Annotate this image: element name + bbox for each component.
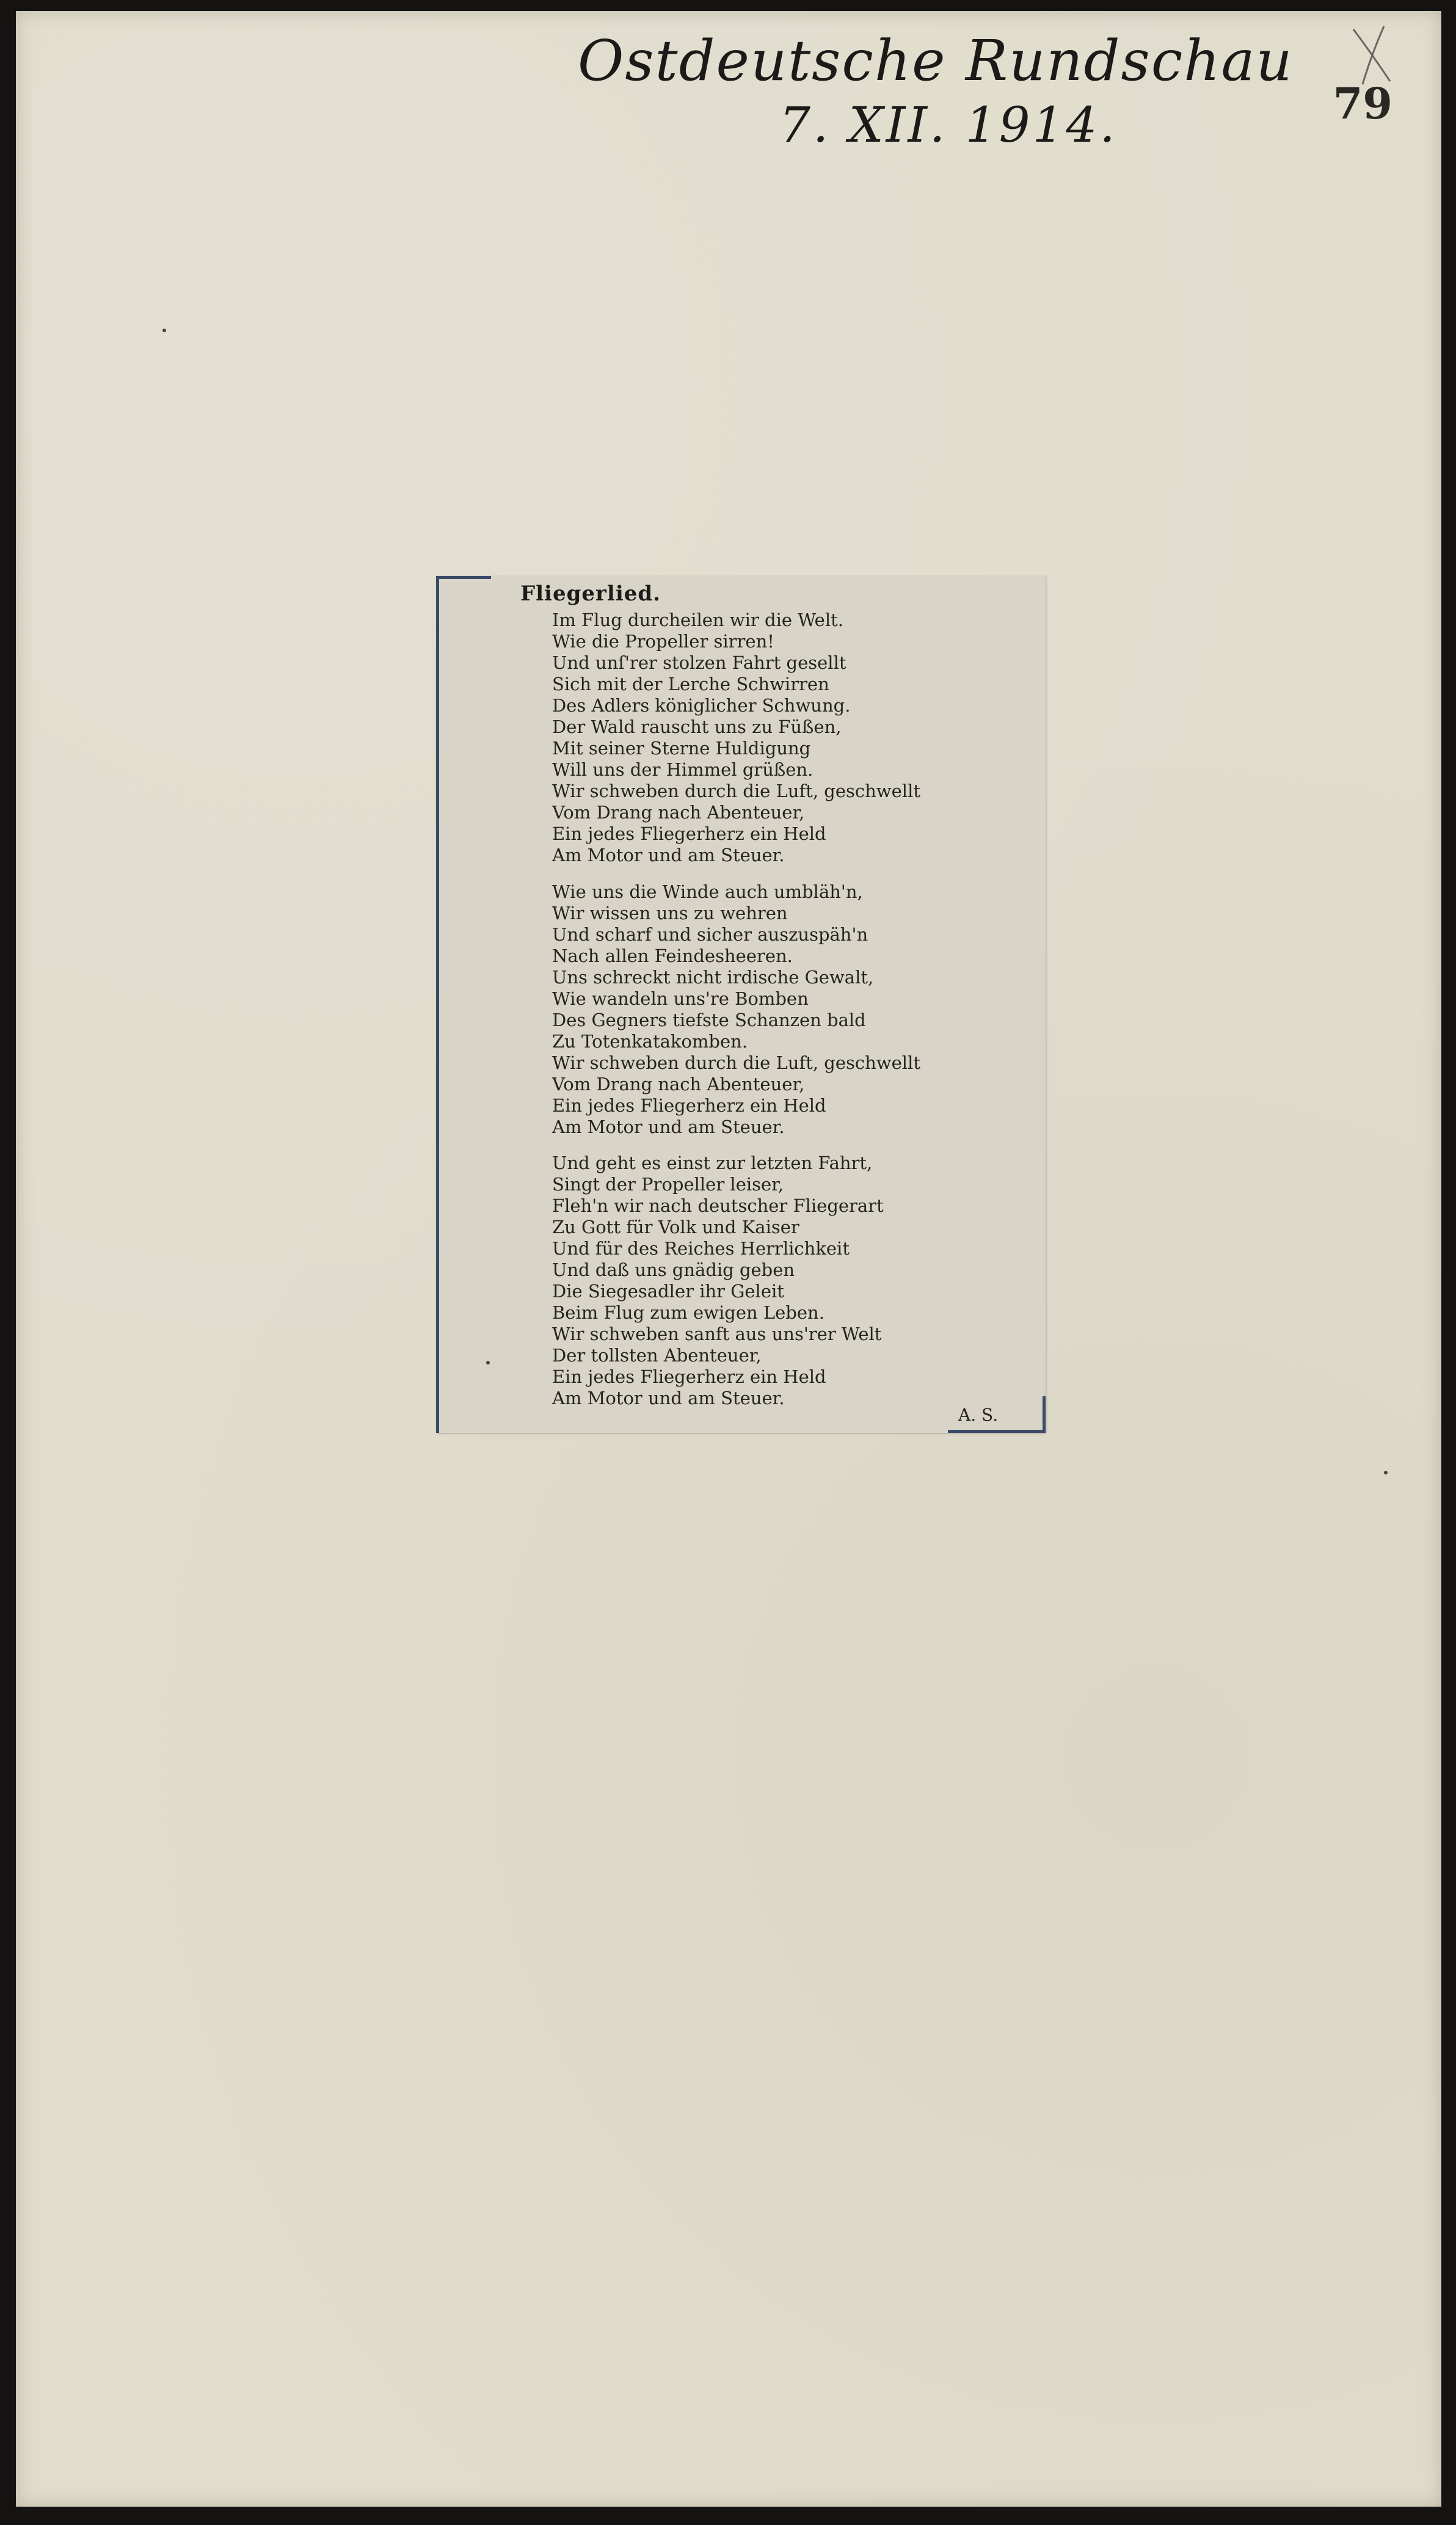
clipping-border: [1043, 1396, 1046, 1433]
clipping-border: [436, 576, 439, 1433]
clipping-border: [436, 576, 491, 579]
poem-line: Am Motor und am Steuer.: [552, 1117, 785, 1137]
poem-line: Und daß uns gnädig geben: [552, 1259, 795, 1280]
poem-line: Beim Flug zum ewigen Leben.: [552, 1302, 824, 1323]
poem-line: Der Wald rauscht uns zu Füßen,: [552, 716, 842, 737]
poem-line: Zu Totenkatakomben.: [552, 1031, 748, 1052]
poem-line: Vom Drang nach Abenteuer,: [552, 1074, 805, 1095]
handwritten-source-note: Ostdeutsche Rundschau: [578, 28, 1294, 93]
paper-speck: [486, 1361, 490, 1365]
poem-signature: A. S.: [958, 1405, 999, 1425]
poem-line: Will uns der Himmel grüßen.: [552, 759, 814, 780]
poem-line: Und geht es einst zur letzten Fahrt,: [552, 1153, 873, 1173]
handwritten-date-note: 7. XII. 1914.: [779, 97, 1118, 153]
clipping-border: [948, 1430, 1046, 1433]
poem-line: Und unſ'rer stolzen Fahrt gesellt: [552, 652, 846, 673]
poem-line: Im Flug durcheilen wir die Welt.: [552, 610, 843, 630]
poem-line: Wie uns die Winde auch umbläh'n,: [552, 881, 863, 902]
paper-speck: [1384, 1471, 1388, 1474]
poem-line: Des Gegners tiefste Schanzen bald: [552, 1010, 866, 1030]
poem-line: Ein jedes Fliegerherz ein Held: [552, 823, 826, 844]
paper-speck: [162, 329, 166, 332]
newspaper-clipping: [436, 576, 1046, 1433]
poem-line: Die Siegesadler ihr Geleit: [552, 1281, 784, 1302]
poem-line: Sich mit der Lerche Schwirren: [552, 674, 829, 694]
poem-title: Fliegerlied.: [520, 581, 661, 606]
poem-line: Am Motor und am Steuer.: [552, 1388, 785, 1408]
poem-line: Wie die Propeller sirren!: [552, 631, 774, 652]
poem-line: Wir schweben durch die Luft, geschwellt: [552, 1052, 920, 1073]
paper-sheet: [16, 11, 1441, 2507]
poem-line: Wir schweben sanft aus uns'rer Welt: [552, 1324, 882, 1344]
poem-line: Vom Drang nach Abenteuer,: [552, 802, 805, 823]
poem-stanza-3: [552, 1153, 884, 1409]
poem-line: Am Motor und am Steuer.: [552, 845, 785, 865]
poem-line: Zu Gott für Volk und Kaiser: [552, 1217, 799, 1237]
poem-line: Mit seiner Sterne Huldigung: [552, 738, 811, 759]
poem-stanza-2: [552, 881, 920, 1138]
poem-line: Ein jedes Fliegerherz ein Held: [552, 1095, 826, 1116]
poem-line: Des Adlers königlicher Schwung.: [552, 695, 851, 716]
poem-line: Wir wissen uns zu wehren: [552, 903, 788, 924]
poem-stanza-1: [552, 610, 920, 866]
poem-line: Und scharf und sicher auszuspäh'n: [552, 924, 868, 945]
poem-line: Wie wandeln uns're Bomben: [552, 988, 809, 1009]
poem-line: Fleh'n wir nach deutscher Fliegerart: [552, 1195, 884, 1216]
page-number: 79: [1333, 78, 1392, 129]
poem-line: Wir schweben durch die Luft, geschwellt: [552, 781, 920, 801]
poem-line: Der tollsten Abenteuer,: [552, 1345, 762, 1366]
poem-line: Singt der Propeller leiser,: [552, 1174, 784, 1195]
poem-line: Ein jedes Fliegerherz ein Held: [552, 1366, 826, 1387]
poem-line: Und für des Reiches Herrlichkeit: [552, 1238, 850, 1259]
poem-line: Nach allen Feindesheeren.: [552, 946, 793, 966]
poem-line: Uns schreckt nicht irdische Gewalt,: [552, 967, 874, 988]
